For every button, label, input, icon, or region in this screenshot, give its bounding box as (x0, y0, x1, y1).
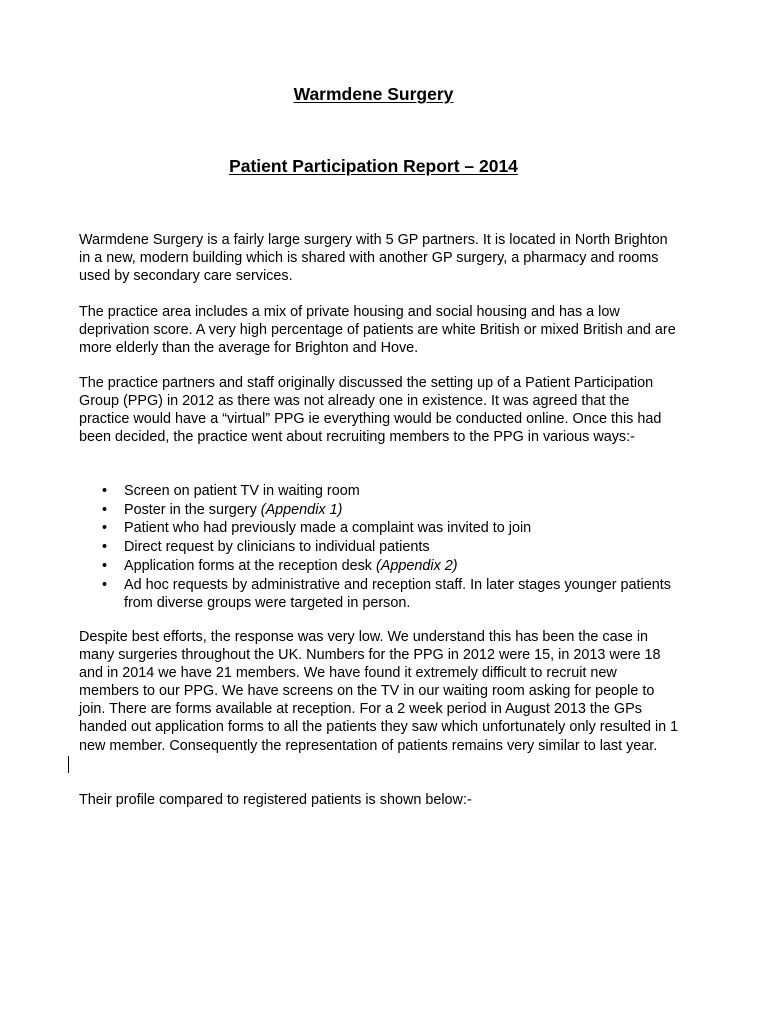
list-item-text: Patient who had previously made a complaint was invited to join (124, 520, 532, 537)
bullet-icon: • (102, 501, 108, 518)
page-title: Warmdene Surgery (293, 84, 454, 104)
appendix-reference: (Appendix 1) (260, 501, 343, 518)
bullet-icon: • (102, 576, 108, 593)
list-item (79, 519, 679, 538)
bullet-icon: • (102, 483, 108, 499)
change-bar-marker (68, 756, 69, 773)
list-item-text: Screen on patient TV in waiting room (124, 483, 360, 499)
list-item-text: Ad hoc requests by administrative and reception staff. In later stages younger patients from diverse groups were targeted in person. (124, 576, 671, 612)
bullet-icon: • (102, 539, 108, 556)
recruitment-methods-list (79, 482, 679, 613)
list-item (79, 538, 679, 557)
list-item-text: Direct request by clinicians to individual patients (124, 539, 430, 556)
list-item (79, 482, 679, 501)
report-title: Patient Participation Report – 2014 (229, 156, 518, 176)
appendix-reference: (Appendix 2) (375, 557, 458, 574)
list-item (79, 557, 679, 576)
profile-paragraph: Their profile compared to registered patients is shown below:- (79, 792, 472, 808)
list-item-text: Poster in the surgery (124, 501, 261, 518)
response-paragraph: Despite best efforts, the response was very low. We understand this has been the case in many surgeries throughout the UK. Numbers for the PPG in 2012 were 15, in 2013 were 18 and in 2014 we have 21 members. We have found it extremely difficult to recruit new members to our PPG. We have screens on the TV in our waiting room asking for people to join. There are forms available at reception. For a 2 week period in August 2013 the GPs handed out application forms to all the patients they saw which unfortunately only resulted in 1 new member. Consequently the representation of patients remains very similar to last year. (79, 629, 679, 754)
list-item-text: Application forms at the reception desk (124, 557, 376, 574)
bullet-icon: • (102, 520, 108, 537)
list-item (79, 576, 679, 613)
bullet-icon: • (102, 557, 108, 574)
ppg-setup-paragraph: The practice partners and staff originally discussed the setting up of a Patient Participation Group (PPG) in 2012 as there was not already one in existence. It was agreed that the practice would have a “virtual” PPG ie everything would be conducted online. Once this had been decided, the practice went about recruiting members to the PPG in various ways:- (79, 375, 662, 446)
list-item (79, 501, 679, 520)
practice-area-paragraph: The practice area includes a mix of private housing and social housing and has a low deprivation score. A very high percentage of patients are white British or mixed British and are more elderly than the average for Brighton and Hove. (79, 304, 676, 357)
intro-paragraph: Warmdene Surgery is a fairly large surgery with 5 GP partners. It is located in North Brighton in a new, modern building which is shared with another GP surgery, a pharmacy and rooms used by secondary care services. (79, 232, 668, 285)
